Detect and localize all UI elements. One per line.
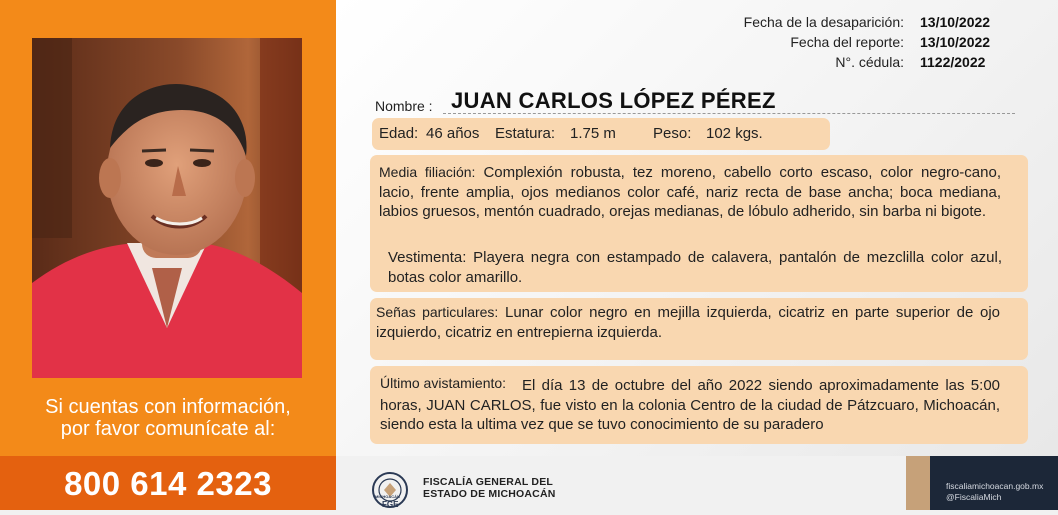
name-label: Nombre : (375, 98, 433, 114)
social-handle[interactable]: @FiscaliaMich (946, 492, 1002, 502)
media-filiacion-paragraph (379, 163, 1001, 222)
logo-small-text: MICHOACÁN (375, 494, 400, 499)
person-name: JUAN CARLOS LÓPEZ PÉREZ (451, 88, 776, 113)
ultimo-box (370, 366, 1028, 444)
meta-row-disappearance (0, 14, 1058, 32)
org-line-1: FISCALÍA GENERAL DEL (423, 476, 554, 488)
senas-text: Lunar color negro en mejilla izquierda, cicatriz en parte superior de ojo izquierdo, cicatriz en entrepierna izquierda. (376, 304, 1001, 341)
disappearance-date-label: Fecha de la desaparición: (743, 14, 904, 30)
meta-row-cedula (0, 54, 1058, 72)
vestimenta-text: Playera negra con estampado de calavera, pantalón de mezclilla color azul, botas color amarillo. (388, 249, 1003, 286)
org-name (423, 476, 556, 500)
ultimo-text-wrap (370, 366, 1028, 444)
weight-value: 102 kgs. (706, 125, 763, 142)
ultimo-label: Último avistamiento: (380, 375, 507, 391)
report-date-label: Fecha del reporte: (790, 34, 904, 50)
basic-info-box (372, 118, 830, 150)
fge-seal-icon (370, 472, 410, 510)
cedula-value: 1122/2022 (920, 54, 986, 70)
media-filiacion-label: Media filiación: (379, 164, 476, 180)
age-label: Edad: (379, 125, 419, 142)
cedula-label: N°. cédula: (835, 54, 904, 70)
org-line-2: ESTADO DE MICHOACÁN (423, 488, 556, 500)
name-row (375, 88, 1015, 116)
contact-line-1: Si cuentas con información, (45, 396, 291, 418)
ultimo-text: El día 13 de octubre del año 2022 siendo aproximadamente las 5:00 horas, JUAN CARLOS, fue visto en la colonia Centro de la ciudad de Pátzcuaro, Michoacán, siendo esta la ultima vez que se tuvo conocimiento de su paradero (380, 377, 1000, 433)
left-panel (0, 0, 336, 510)
height-label: Estatura: (495, 125, 556, 142)
weight-label: Peso: (653, 125, 692, 142)
senas-box (370, 298, 1028, 360)
vestimenta-paragraph (388, 248, 1002, 287)
contact-prompt (0, 396, 336, 440)
phone-bar (0, 456, 336, 510)
report-date-value: 13/10/2022 (920, 34, 991, 50)
age-value: 46 años (426, 125, 480, 142)
contact-line-2: por favor comunícate al: (60, 418, 276, 440)
logo-text: FGE (382, 500, 399, 509)
disappearance-date-value: 13/10/2022 (920, 14, 991, 30)
media-filiacion-text: Complexión robusta, tez moreno, cabello corto escaso, color negro-cano, lacio, frente amplia, ojos medianos color café, nariz recta de base ancha; boca mediana, labios gruesos, mentón cuadrado, orejas medianas, de lóbulo adherido, sin barba ni bigote. (379, 164, 1001, 220)
media-filiacion-box (370, 155, 1028, 292)
social-info (946, 481, 1043, 503)
photo-illustration (32, 38, 302, 378)
phone-number[interactable]: 800 614 2323 (64, 465, 272, 502)
meta-row-report (0, 34, 1058, 52)
person-photo (32, 38, 302, 378)
vestimenta-label: Vestimenta: (388, 249, 467, 266)
senas-paragraph (376, 303, 1000, 342)
height-value: 1.75 m (570, 125, 616, 142)
website-link[interactable]: fiscaliamichoacan.gob.mx (946, 481, 1044, 491)
senas-label: Señas particulares: (376, 304, 499, 320)
tan-stripe (906, 456, 930, 510)
